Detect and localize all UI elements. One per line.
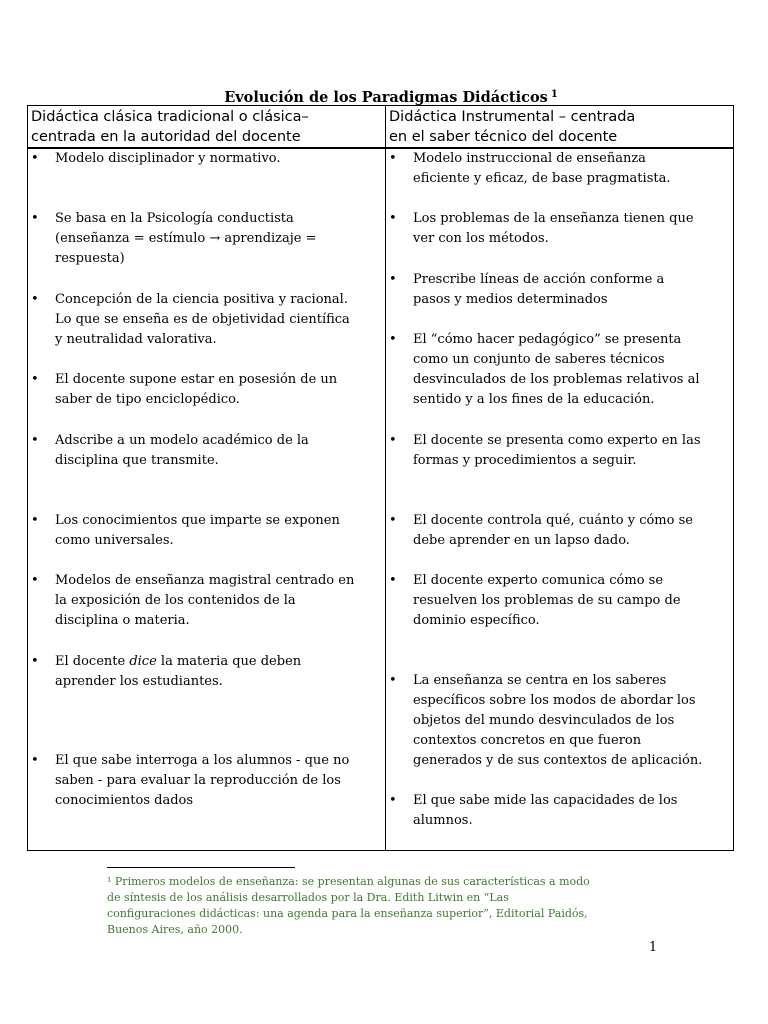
bullet-icon: • [389, 272, 397, 287]
bullet-icon: • [31, 513, 39, 528]
bullet-icon: • [389, 673, 397, 688]
bullet-icon: • [389, 151, 397, 166]
footnote-separator [107, 867, 295, 868]
left-item-text: Adscribe a un modelo académico de la disciplina que transmite. [55, 433, 309, 468]
bullet-icon: • [31, 211, 39, 226]
right-list-item [389, 270, 731, 310]
right-list-item [389, 511, 731, 551]
right-list-item [389, 671, 731, 771]
right-item-text: Prescribe líneas de acción conforme a pasos y medios determinados [413, 272, 665, 307]
right-list-item [389, 791, 731, 831]
bullet-icon: • [389, 793, 397, 808]
left-item-text: El docente dice la materia que deben aprender los estudiantes. [55, 654, 302, 689]
left-item-text: El docente supone estar en posesión de un saber de tipo enciclopédico. [55, 372, 338, 407]
left-item-text: El que sabe interroga a los alumnos - que no saben - para evaluar la reproducción de los conocimientos dados [55, 753, 350, 808]
left-list-item [31, 652, 383, 692]
bullet-icon: • [31, 654, 39, 669]
left-list-item [31, 149, 383, 169]
left-list-item [31, 290, 383, 350]
bullet-icon: • [389, 433, 397, 448]
left-item-text: Los conocimientos que imparte se exponen como universales. [55, 513, 340, 548]
left-header-text: Didáctica clásica tradicional o clásica– centrada en la autoridad del docente [31, 109, 309, 145]
bullet-icon: • [389, 211, 397, 226]
right-item-text: La enseñanza se centra en los saberes específicos sobre los modos de abordar los objetos del mundo desvinculados de los contextos concretos en que fueron generados y de sus contextos de aplicación. [413, 673, 703, 768]
left-column-header [31, 107, 383, 147]
right-item-text: El “cómo hacer pedagógico” se presenta como un conjunto de saberes técnicos desvinculados de los problemas relativos al sentido y a los fines de la educación. [413, 332, 700, 407]
right-item-text: El docente controla qué, cuánto y cómo se debe aprender en un lapso dado. [413, 513, 693, 548]
bullet-icon: • [31, 151, 39, 166]
bullet-icon: • [389, 573, 397, 588]
right-item-text: El docente se presenta como experto en las formas y procedimientos a seguir. [413, 433, 701, 468]
bullet-icon: • [389, 332, 397, 347]
page-number: 1 [648, 940, 658, 955]
left-list-item [31, 431, 383, 471]
right-column-header [389, 107, 729, 147]
left-list-item [31, 751, 383, 811]
left-item-text: Se basa en la Psicología conductista (enseñanza = estímulo → aprendizaje = respuesta) [55, 211, 317, 266]
bullet-icon: • [31, 573, 39, 588]
bullet-icon: • [31, 433, 39, 448]
right-list-item [389, 149, 731, 189]
left-item-text: Concepción de la ciencia positiva y racional. Lo que se enseña es de objetividad científica y neutralidad valorativa. [55, 292, 350, 347]
paradigms-table [27, 105, 734, 851]
bullet-icon: • [31, 292, 39, 307]
bullet-icon: • [389, 513, 397, 528]
right-list-item [389, 330, 731, 410]
right-item-text: El que sabe mide las capacidades de los alumnos. [413, 793, 678, 828]
right-item-text: Los problemas de la enseñanza tienen que ver con los métodos. [413, 211, 694, 246]
bullet-icon: • [31, 372, 39, 387]
right-list-item [389, 571, 731, 631]
page-title [26, 86, 756, 107]
emphasis-dice: dice [129, 654, 157, 669]
left-list-item [31, 209, 383, 269]
left-item-text: Modelos de enseñanza magistral centrado en la exposición de los contenidos de la disciplina o materia. [55, 573, 355, 628]
left-item-text: Modelo disciplinador y normativo. [55, 151, 281, 166]
bullet-icon: • [31, 753, 39, 768]
column-divider [385, 106, 386, 850]
left-list-item [31, 571, 383, 631]
right-item-text: Modelo instruccional de enseñanza eficiente y eficaz, de base pragmatista. [413, 151, 671, 186]
title-footnote-marker[interactable]: 1 [550, 89, 558, 100]
right-list-item [389, 209, 731, 249]
right-item-text: El docente experto comunica cómo se resuelven los problemas de su campo de dominio específico. [413, 573, 681, 628]
right-list-item [389, 431, 731, 471]
left-list-item [31, 370, 383, 410]
footnote: ¹ Primeros modelos de enseñanza: se presentan algunas de sus características a modo de síntesis de los análisis desarrollados por la Dra. Edith Litwin en “Las configuraciones didácticas: una agenda para la enseñanza superior”, Editorial Paidós, Buenos Aires, año 2000. [107, 875, 590, 936]
title-text: Evolución de los Paradigmas Didácticos [224, 89, 548, 106]
right-header-text: Didáctica Instrumental – centrada en el saber técnico del docente [389, 109, 636, 145]
left-list-item [31, 511, 383, 551]
